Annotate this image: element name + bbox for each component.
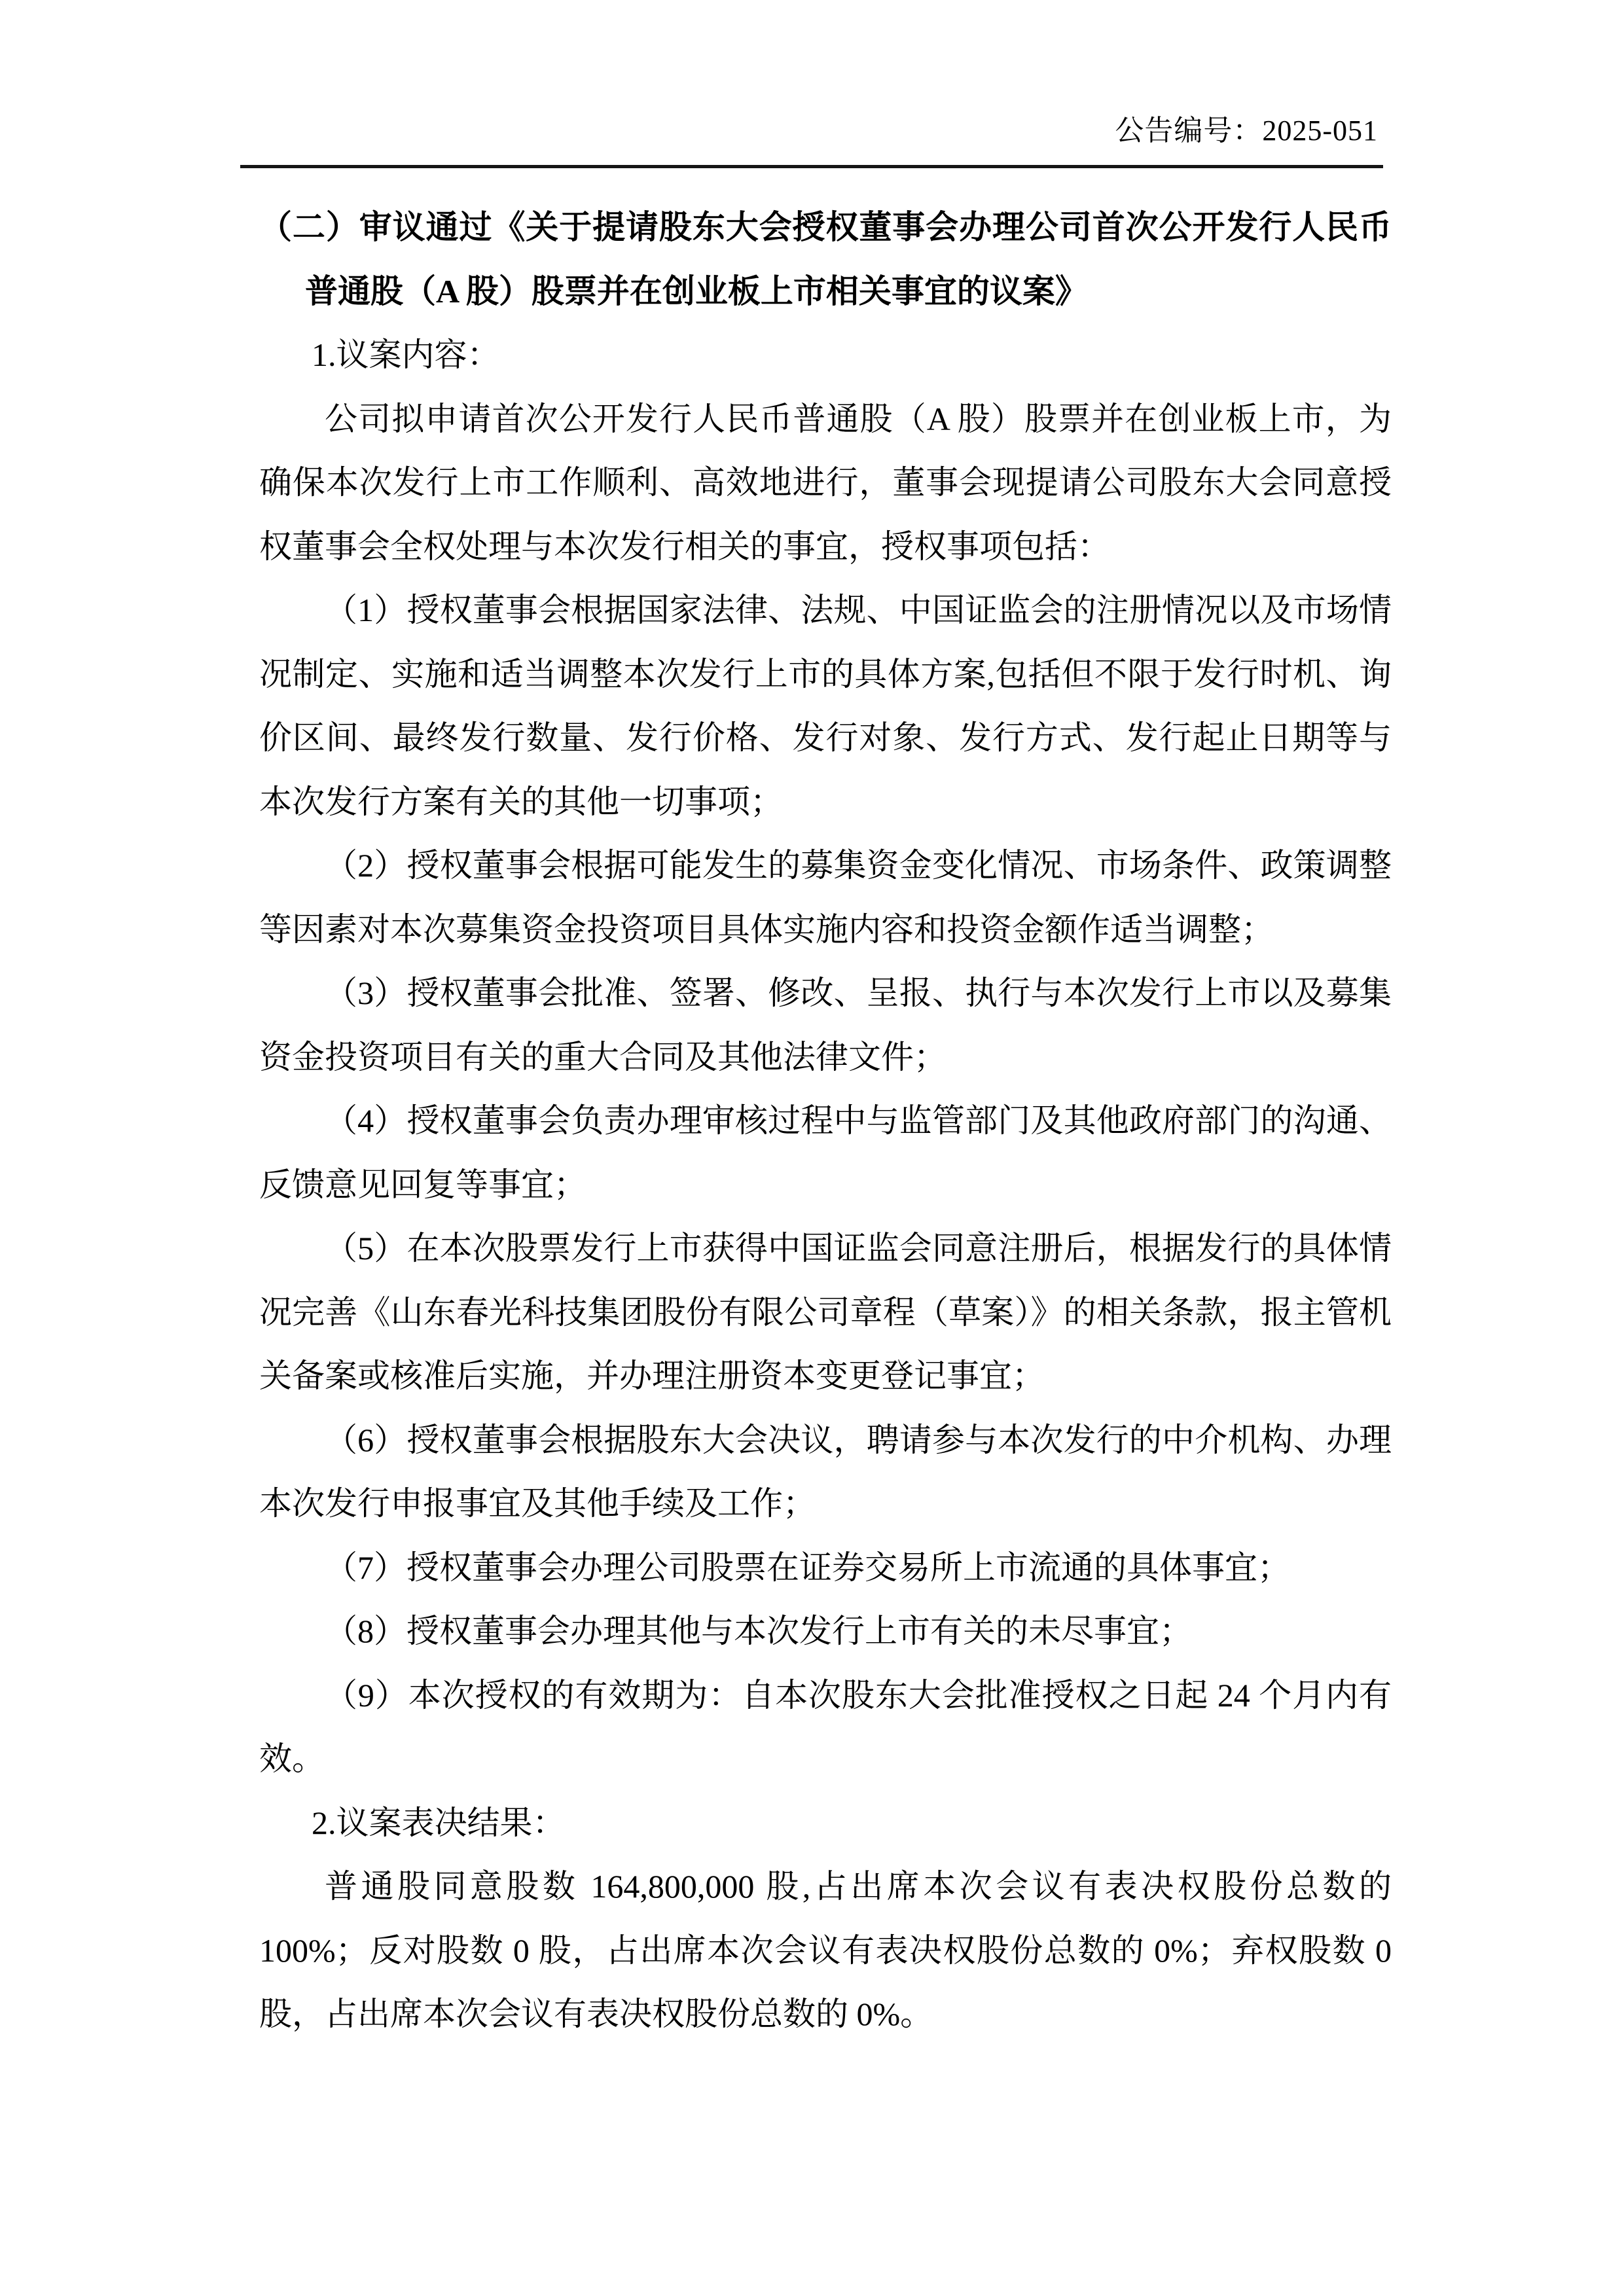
paragraph-11: （8）授权董事会办理其他与本次发行上市有关的未尽事宜； — [325, 1613, 1192, 1649]
paragraph-14: 普通股同意股数 164,800,000 股,占出席本次会议有表决权股份总数的 100%；反对股数 0 股，占出席本次会议有表决权股份总数的 0%；弃权股数 0 股，占出席本次会议有表决权股份总数的 0%。 — [259, 1868, 1392, 2032]
paragraph-8: （5）在本次股票发行上市获得中国证监会同意注册后，根据发行的具体情况完善《山东春光科技集团股份有限公司章程（草案）》的相关条款，报主管机关备案或核准后实施，并办理注册资本变更登记事宜； — [259, 1230, 1392, 1394]
announcement-number: 公告编号：2025-051 — [1115, 115, 1378, 147]
paragraph-10: （7）授权董事会办理公司股票在证券交易所上市流通的具体事宜； — [325, 1549, 1290, 1586]
paragraph-7: （4）授权董事会负责办理审核过程中与监管部门及其他政府部门的沟通、反馈意见回复等事宜； — [259, 1102, 1392, 1203]
document-body — [259, 196, 1392, 2047]
paragraph-1: （二）审议通过《关于提请股东大会授权董事会办理公司首次公开发行人民币普通股（A 股）股票并在创业板上市相关事宜的议案》 — [259, 209, 1392, 310]
header-rule — [240, 165, 1383, 168]
paragraph-2: 1.议案内容： — [312, 336, 500, 373]
paragraph-6: （3）授权董事会批准、签署、修改、呈报、执行与本次发行上市以及募集资金投资项目有关的重大合同及其他法律文件； — [259, 975, 1392, 1075]
paragraph-13: 2.议案表决结果： — [312, 1804, 566, 1841]
paragraph-5: （2）授权董事会根据可能发生的募集资金变化情况、市场条件、政策调整等因素对本次募集资金投资项目具体实施内容和投资金额作适当调整； — [259, 847, 1392, 948]
paragraph-12: （9）本次授权的有效期为：自本次股东大会批准授权之日起 24 个月内有效。 — [259, 1676, 1392, 1777]
paragraph-3: 公司拟申请首次公开发行人民币普通股（A 股）股票并在创业板上市，为确保本次发行上市工作顺利、高效地进行，董事会现提请公司股东大会同意授权董事会全权处理与本次发行相关的事宜，授权事项包括： — [259, 400, 1392, 565]
paragraph-4: （1）授权董事会根据国家法律、法规、中国证监会的注册情况以及市场情况制定、实施和适当调整本次发行上市的具体方案,包括但不限于发行时机、询价区间、最终发行数量、发行价格、发行对象、发行方式、发行起止日期等与本次发行方案有关的其他一切事项； — [259, 592, 1392, 820]
paragraph-9: （6）授权董事会根据股东大会决议，聘请参与本次发行的中介机构、办理本次发行申报事宜及其他手续及工作； — [259, 1421, 1392, 1522]
